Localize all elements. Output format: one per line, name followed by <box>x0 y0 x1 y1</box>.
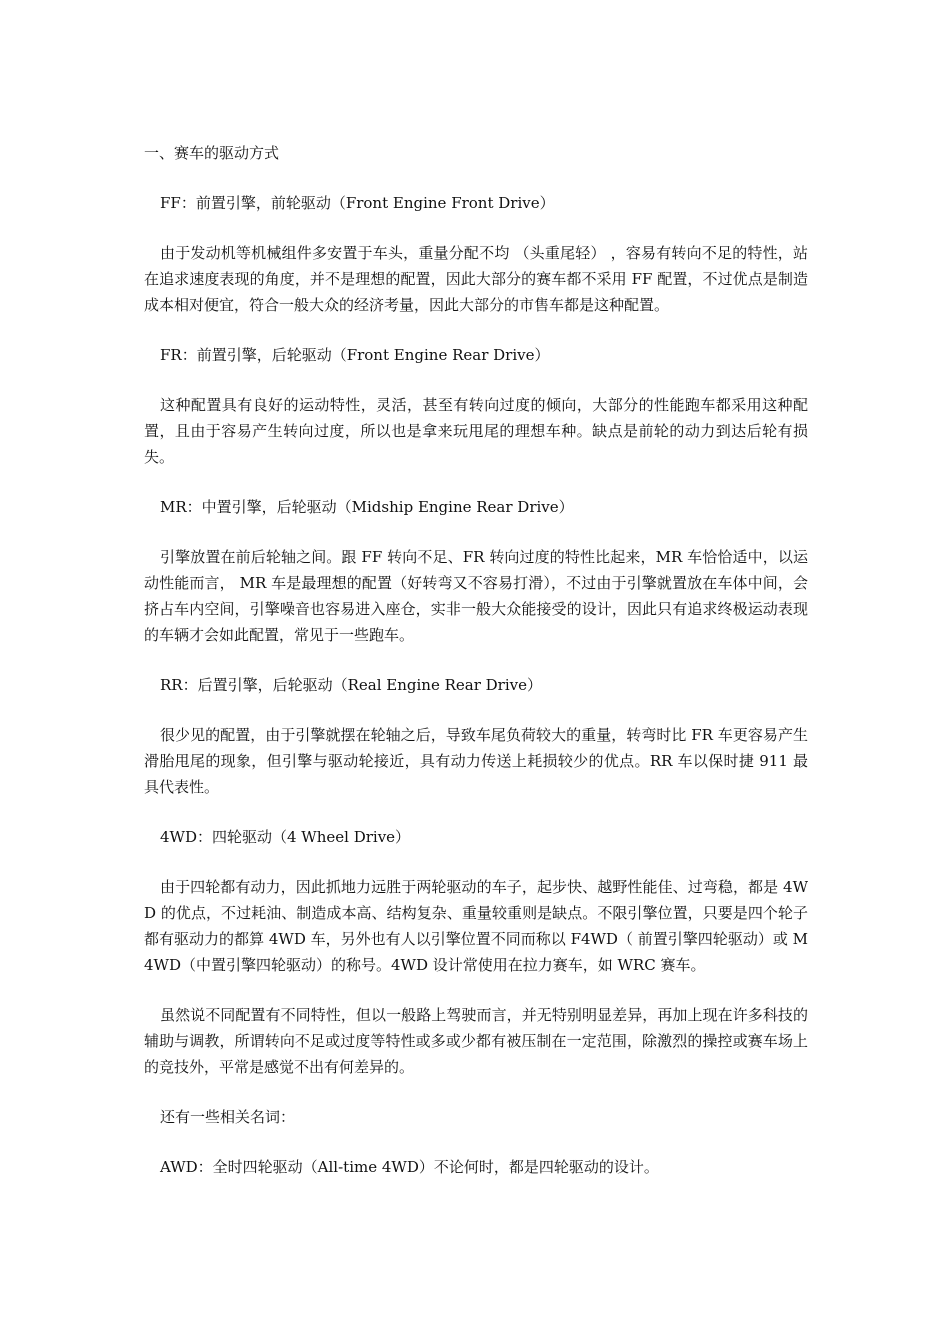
document-title: 一、赛车的驱动方式 <box>144 144 280 162</box>
document-page <box>144 140 808 1204</box>
section-heading-rr: RR：后置引擎，后轮驱动（Real Engine Rear Drive） <box>160 676 542 694</box>
section-heading-fr: FR：前置引擎，后轮驱动（Front Engine Rear Drive） <box>160 346 550 364</box>
closing-paragraph: 虽然说不同配置有不同特性，但以一般路上驾驶而言，并无特别明显差异，再加上现在许多科技的辅助与调教，所谓转向不足或过度等特性或多或少都有被压制在一定范围，除激烈的操控或赛车场上的竞技外，平常是感觉不出有何差异的。 <box>144 1006 808 1076</box>
section-heading-mr: MR：中置引擎，后轮驱动（Midship Engine Rear Drive） <box>160 498 574 516</box>
section-body-4wd: 由于四轮都有动力，因此抓地力远胜于两轮驱动的车子，起步快、越野性能佳、过弯稳，都是 4WD 的优点，不过耗油、制造成本高、结构复杂、重量较重则是缺点。不限引擎位置，只要是四个轮子都有驱动力的都算 4WD 车，另外也有人以引擎位置不同而称以 F4WD（ 前置引擎四轮驱动）或 M4WD（中置引擎四轮驱动）的称号。4WD 设计常使用在拉力赛车，如 WRC 赛车。 <box>144 878 808 974</box>
related-terms-intro: 还有一些相关名词： <box>160 1108 296 1126</box>
awd-definition: AWD：全时四轮驱动（All-time 4WD）不论何时，都是四轮驱动的设计。 <box>160 1158 659 1176</box>
section-body-rr: 很少见的配置，由于引擎就摆在轮轴之后，导致车尾负荷较大的重量，转弯时比 FR 车更容易产生滑胎甩尾的现象，但引擎与驱动轮接近，具有动力传送上耗损较少的优点。RR 车以保时捷 911 最具代表性。 <box>144 726 808 796</box>
section-heading-4wd: 4WD：四轮驱动（4 Wheel Drive） <box>160 828 411 846</box>
section-body-fr: 这种配置具有良好的运动特性，灵活，甚至有转向过度的倾向，大部分的性能跑车都采用这种配置，且由于容易产生转向过度，所以也是拿来玩甩尾的理想车种。缺点是前轮的动力到达后轮有损失。 <box>144 396 808 466</box>
section-body-mr: 引擎放置在前后轮轴之间。跟 FF 转向不足、FR 转向过度的特性比起来，MR 车恰恰适中，以运动性能而言， MR 车是最理想的配置（好转弯又不容易打滑），不过由于引擎就置放在车体中间，会挤占车内空间，引擎噪音也容易进入座仓，实非一般大众能接受的设计，因此只有追求终极运动表现的车辆才会如此配置，常见于一些跑车。 <box>144 548 808 644</box>
section-body-ff: 由于发动机等机械组件多安置于车头，重量分配不均 （头重尾轻） ，容易有转向不足的特性，站在追求速度表现的角度，并不是理想的配置，因此大部分的赛车都不采用 FF 配置，不过优点是制造成本相对便宜，符合一般大众的经济考量，因此大部分的市售车都是这种配置。 <box>144 244 808 314</box>
section-heading-ff: FF：前置引擎，前轮驱动（Front Engine Front Drive） <box>160 194 555 212</box>
